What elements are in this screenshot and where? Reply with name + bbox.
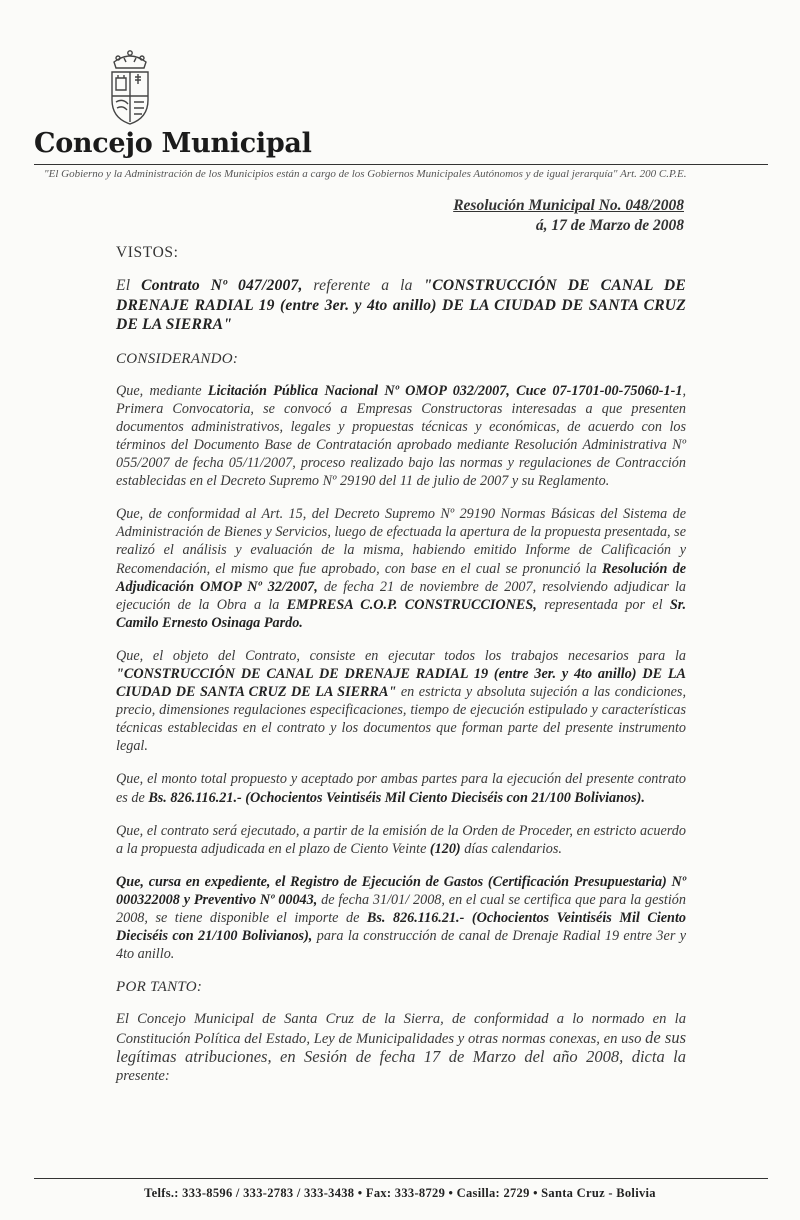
- text: Que, el contrato será ejecutado, a partir de la emisión de la Orden de Proceder, en estricto acuerdo a la propuesta adjudicada en el plazo de Ciento Veinte: [116, 822, 686, 857]
- considerando-paragraph-6: [116, 873, 686, 963]
- budget-registry: Que, cursa en expediente, el Registro de Ejecución de Gastos (Certificación Presupuestaria) Nº 000322008 y Preventivo Nº 00043,: [116, 873, 686, 908]
- section-heading-considerando: CONSIDERANDO:: [116, 350, 239, 367]
- document-body: [116, 244, 686, 1100]
- contract-amount: Bs. 826.116.21.- (Ochocientos Veintiséis Mil Ciento Dieciséis con 21/100 Bolivianos).: [148, 789, 645, 806]
- text: representada por el: [536, 596, 670, 613]
- header-divider: [34, 164, 768, 165]
- text: días calendarios.: [460, 840, 562, 857]
- text: El: [116, 277, 142, 295]
- considerando-paragraph-4: [116, 770, 686, 806]
- text: presente:: [116, 1067, 170, 1084]
- text: en estricta y absoluta sujeción a las condiciones, precio, dimensiones regulaciones especificaciones, tiempo de ejecución estipulado y características técnicas establecidas en el contrato y los documentos que forman parte del presente instrumento legal.: [116, 684, 686, 755]
- text: Que, el objeto del Contrato, consiste en ejecutar todos los trabajos necesarios para la: [116, 647, 686, 664]
- text: Que, de conformidad al Art. 15, del Decreto Supremo Nº 29190 Normas Básicas del Sistema de Administración de Bienes y Servicios, luego de efectuada la apertura de la propuesta presentada, se realizó el análisis y evaluación de la misma, habiendo emitido Informe de Calificación y Recomendación, el mismo que fue aprobado, con base en el cual se pronunció la: [116, 506, 686, 577]
- organization-name: Concejo Municipal: [34, 128, 312, 159]
- contract-number: Contrato Nº 047/2007,: [141, 277, 303, 295]
- text: de fecha 21 de noviembre de 2007, resolviendo adjudicar la ejecución de la Obra a la: [116, 578, 686, 613]
- header-motto: "El Gobierno y la Administración de los Municipios están a cargo de los Gobiernos Municipales Autónomos y de igual jerarquía" Art. 200 C.P.E.: [44, 168, 687, 180]
- term-days: (120): [429, 840, 461, 857]
- resolution-number: Resolución Municipal No. 048/2008: [453, 197, 684, 214]
- section-heading-por-tanto: POR TANTO:: [116, 979, 203, 996]
- resolution-date: á, 17 de Marzo de 2008: [535, 217, 684, 234]
- coat-of-arms-icon: [104, 48, 156, 128]
- vistos-paragraph: [116, 276, 686, 335]
- text: para la construcción de canal de Drenaje Radial 19 entre 3er y 4to anillo.: [116, 928, 687, 963]
- adjudication-resolution: Resolución de Adjudicación OMOP Nº 32/2007,: [116, 560, 686, 595]
- text: Que, mediante: [116, 382, 208, 399]
- text: referente a la: [302, 277, 424, 295]
- resolution-reference: [453, 196, 684, 236]
- por-tanto-paragraph: [116, 1010, 686, 1084]
- considerando-paragraph-1: [116, 382, 686, 491]
- text: , Primera Convocatoria, se convocó a Empresas Constructoras interesadas a que presenten documentos administrativos, legales y propuestas técnicas y económicas, de acuerdo con los términos del Documento Base de Contratación aprobado mediante Resolución Administrativa Nº 055/2007 de fecha 05/11/2007, proceso realizado bajo las normas y regulaciones de Contracción establecidas en el Decreto Supremo Nº 29190 del 11 de julio de 2007 y su Reglamento.: [116, 382, 686, 490]
- project-name: "CONSTRUCCIÓN DE CANAL DE DRENAJE RADIAL 19 (entre 3er. y 4to anillo) DE LA CIUDAD DE SANTA CRUZ DE LA SIERRA": [116, 277, 686, 334]
- tender-reference: Licitación Pública Nacional Nº OMOP 032/2007, Cuce 07-1701-00-75060-1-1: [207, 382, 683, 399]
- text: Que, el monto total propuesto y aceptado por ambas partes para la ejecución del presente contrato es de: [116, 771, 686, 806]
- considerando-paragraph-5: [116, 822, 686, 858]
- available-amount: Bs. 826.116.21.- (Ochocientos Veintiséis Mil Ciento Dieciséis con 21/100 Bolivianos),: [116, 910, 686, 945]
- footer-contact: Telfs.: 333-8596 / 333-2783 / 333-3438 • Fax: 333-8729 • Casilla: 2729 • Santa Cruz - Bolivia: [144, 1186, 656, 1200]
- section-heading-vistos: VISTOS:: [116, 244, 179, 261]
- company-name: EMPRESA C.O.P. CONSTRUCCIONES,: [286, 596, 537, 613]
- text: de sus legítimas atribuciones, en Sesión de fecha 17 de Marzo del año 2008, dicta la: [116, 1027, 686, 1066]
- project-name: "CONSTRUCCIÓN DE CANAL DE DRENAJE RADIAL 19 (entre 3er. y 4to anillo) DE LA CIUDAD DE SANTA CRUZ DE LA SIERRA": [116, 666, 686, 701]
- text: de fecha 31/01/ 2008, en el cual se certifica que para la gestión 2008, se tiene disponible el importe de: [116, 891, 686, 927]
- considerando-paragraph-3: [116, 647, 686, 756]
- representative-name: Sr. Camilo Ernesto Osinaga Pardo.: [116, 596, 687, 631]
- footer-divider: [34, 1178, 768, 1179]
- text: El Concejo Municipal de Santa Cruz de la Sierra, de conformidad a lo normado en la Constitución Política del Estado, Ley de Municipalidades y otras normas conexas, en uso: [116, 1011, 686, 1047]
- considerando-paragraph-2: [116, 505, 686, 632]
